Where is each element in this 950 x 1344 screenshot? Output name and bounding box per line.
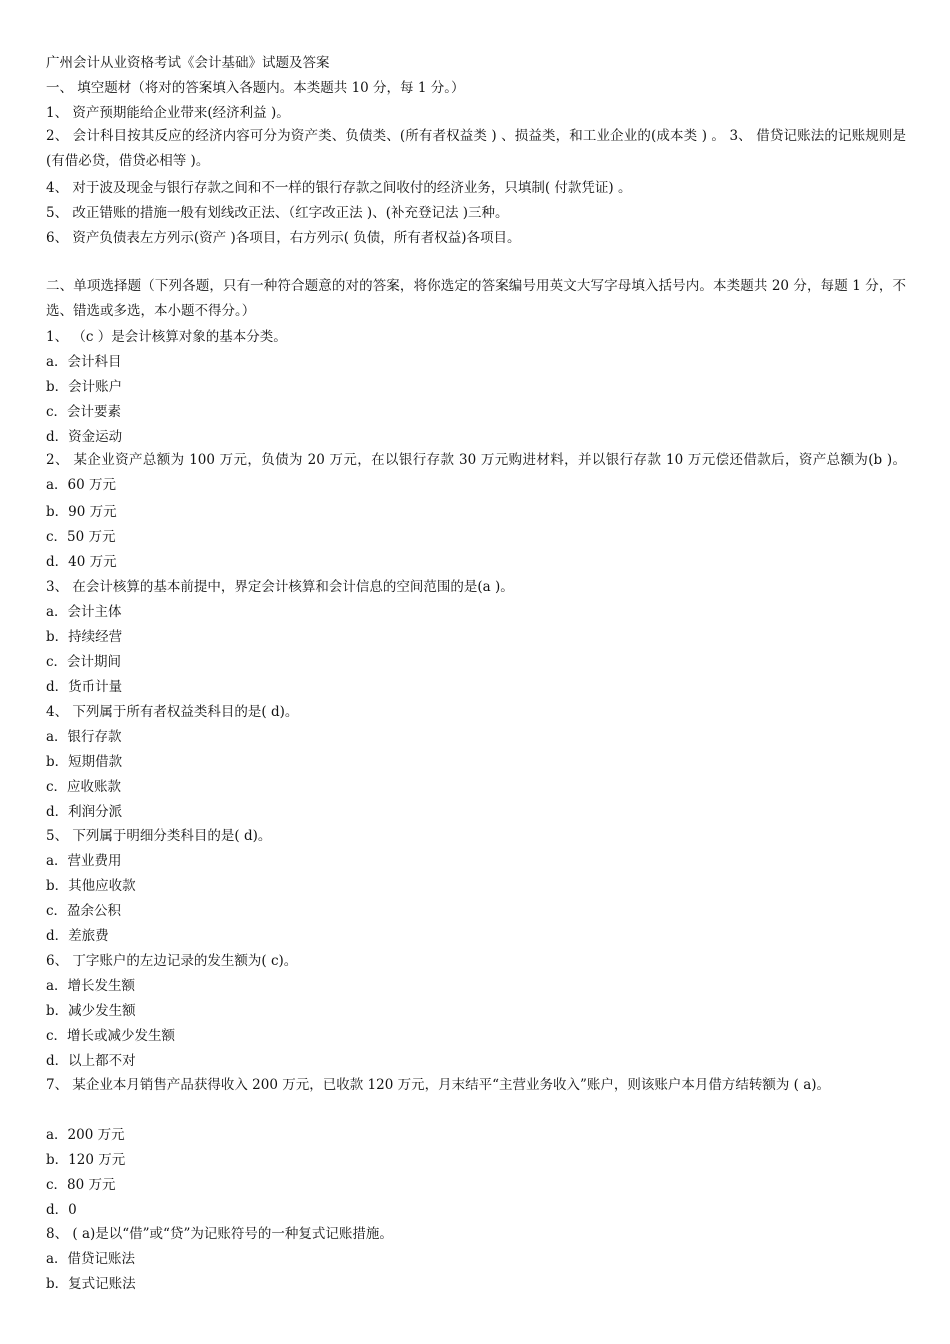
question-3-option-d: d．货币计量: [46, 679, 123, 695]
question-8-stem: 8、 ( a)是以“借”或“贷”为记账符号的一种复式记账措施。: [46, 1226, 393, 1242]
question-7-option-d: d．0: [46, 1202, 77, 1218]
question-3-option-b: b．持续经营: [46, 629, 123, 645]
question-6-option-d: d．以上都不对: [46, 1053, 136, 1069]
question-6-option-a: a．增长发生额: [46, 978, 136, 994]
question-8-option-b: b．复式记账法: [46, 1276, 136, 1292]
question-2-option-c: c．50 万元: [46, 529, 116, 545]
fill-item-5: 5、 改正错账的措施一般有划线改正法、（红字改正法 )、(补充登记法 )三种。: [46, 205, 509, 221]
question-1-option-c: c．会计要素: [46, 404, 122, 420]
question-7-option-b: b．120 万元: [46, 1152, 126, 1168]
question-5-option-c: c．盈余公积: [46, 903, 122, 919]
question-4-stem: 4、 下列属于所有者权益类科目的是( d)。: [46, 704, 299, 720]
question-4-option-b: b．短期借款: [46, 754, 123, 770]
question-3-option-a: a．会计主体: [46, 604, 122, 620]
question-2-option-d: d．40 万元: [46, 554, 117, 570]
question-6-stem: 6、 丁字账户的左边记录的发生额为( c)。: [46, 953, 298, 969]
fill-item-6: 6、 资产负债表左方列示(资产 )各项目，右方列示( 负债，所有者权益)各项目。: [46, 230, 521, 246]
question-2-stem: 2、 某企业资产总额为 100 万元，负债为 20 万元，在以银行存款 30 万元购进材料，并以银行存款 10 万元偿还借款后，资产总额为(b )。 a．60 万元: [46, 452, 906, 493]
question-4-option-a: a．银行存款: [46, 729, 122, 745]
fill-item-1: 1、 资产预期能给企业带来(经济利益 )。: [46, 105, 290, 121]
question-1-option-a: a．会计科目: [46, 354, 122, 370]
section-2-heading: 二、单项选择题（下列各题，只有一种符合题意的对的答案，将你选定的答案编号用英文大写字母填入括号内。本类题共 20 分，每题 1 分，不选、错选或多选，本小题不得分。）: [46, 278, 906, 319]
document-title: 广州会计从业资格考试《会计基础》试题及答案: [46, 55, 330, 71]
question-6-option-c: c．增长或减少发生额: [46, 1028, 176, 1044]
question-3-option-c: c．会计期间: [46, 654, 122, 670]
fill-item-2-3: 2、 会计科目按其反应的经济内容可分为资产类、负债类、(所有者权益类 ) 、损益类，和工业企业的(成本类 ) 。 3、 借贷记账法的记账规则是 (有借必贷，借贷必相等 )。: [46, 128, 906, 169]
question-6-option-b: b．减少发生额: [46, 1003, 136, 1019]
question-4-option-c: c．应收账款: [46, 779, 122, 795]
question-5-option-d: d．差旅费: [46, 928, 109, 944]
question-5-option-a: a．营业费用: [46, 853, 122, 869]
fill-item-4: 4、 对于波及现金与银行存款之间和不一样的银行存款之间收付的经济业务，只填制( 付款凭证) 。: [46, 180, 632, 196]
section-1-heading: 一、 填空题材（将对的答案填入各题内。本类题共 10 分，每 1 分。）: [46, 80, 465, 96]
question-5-stem: 5、 下列属于明细分类科目的是( d)。: [46, 828, 272, 844]
question-7-stem: 7、 某企业本月销售产品获得收入 200 万元，已收款 120 万元，月末结平“主营业务收入”账户，则该账户本月借方结转额为 ( a)。: [46, 1077, 831, 1093]
question-1-stem: 1、 （c ）是会计核算对象的基本分类。: [46, 329, 287, 345]
question-5-option-b: b．其他应收款: [46, 878, 136, 894]
question-8-option-a: a．借贷记账法: [46, 1251, 136, 1267]
question-4-option-d: d．利润分派: [46, 804, 123, 820]
question-1-option-b: b．会计账户: [46, 379, 123, 395]
question-7-option-a: a．200 万元: [46, 1127, 125, 1143]
question-3-stem: 3、 在会计核算的基本前提中，界定会计核算和会计信息的空间范围的是(a )。: [46, 579, 514, 595]
question-2-option-b: b．90 万元: [46, 504, 117, 520]
question-1-option-d: d．资金运动: [46, 429, 123, 445]
question-7-option-c: c．80 万元: [46, 1177, 116, 1193]
